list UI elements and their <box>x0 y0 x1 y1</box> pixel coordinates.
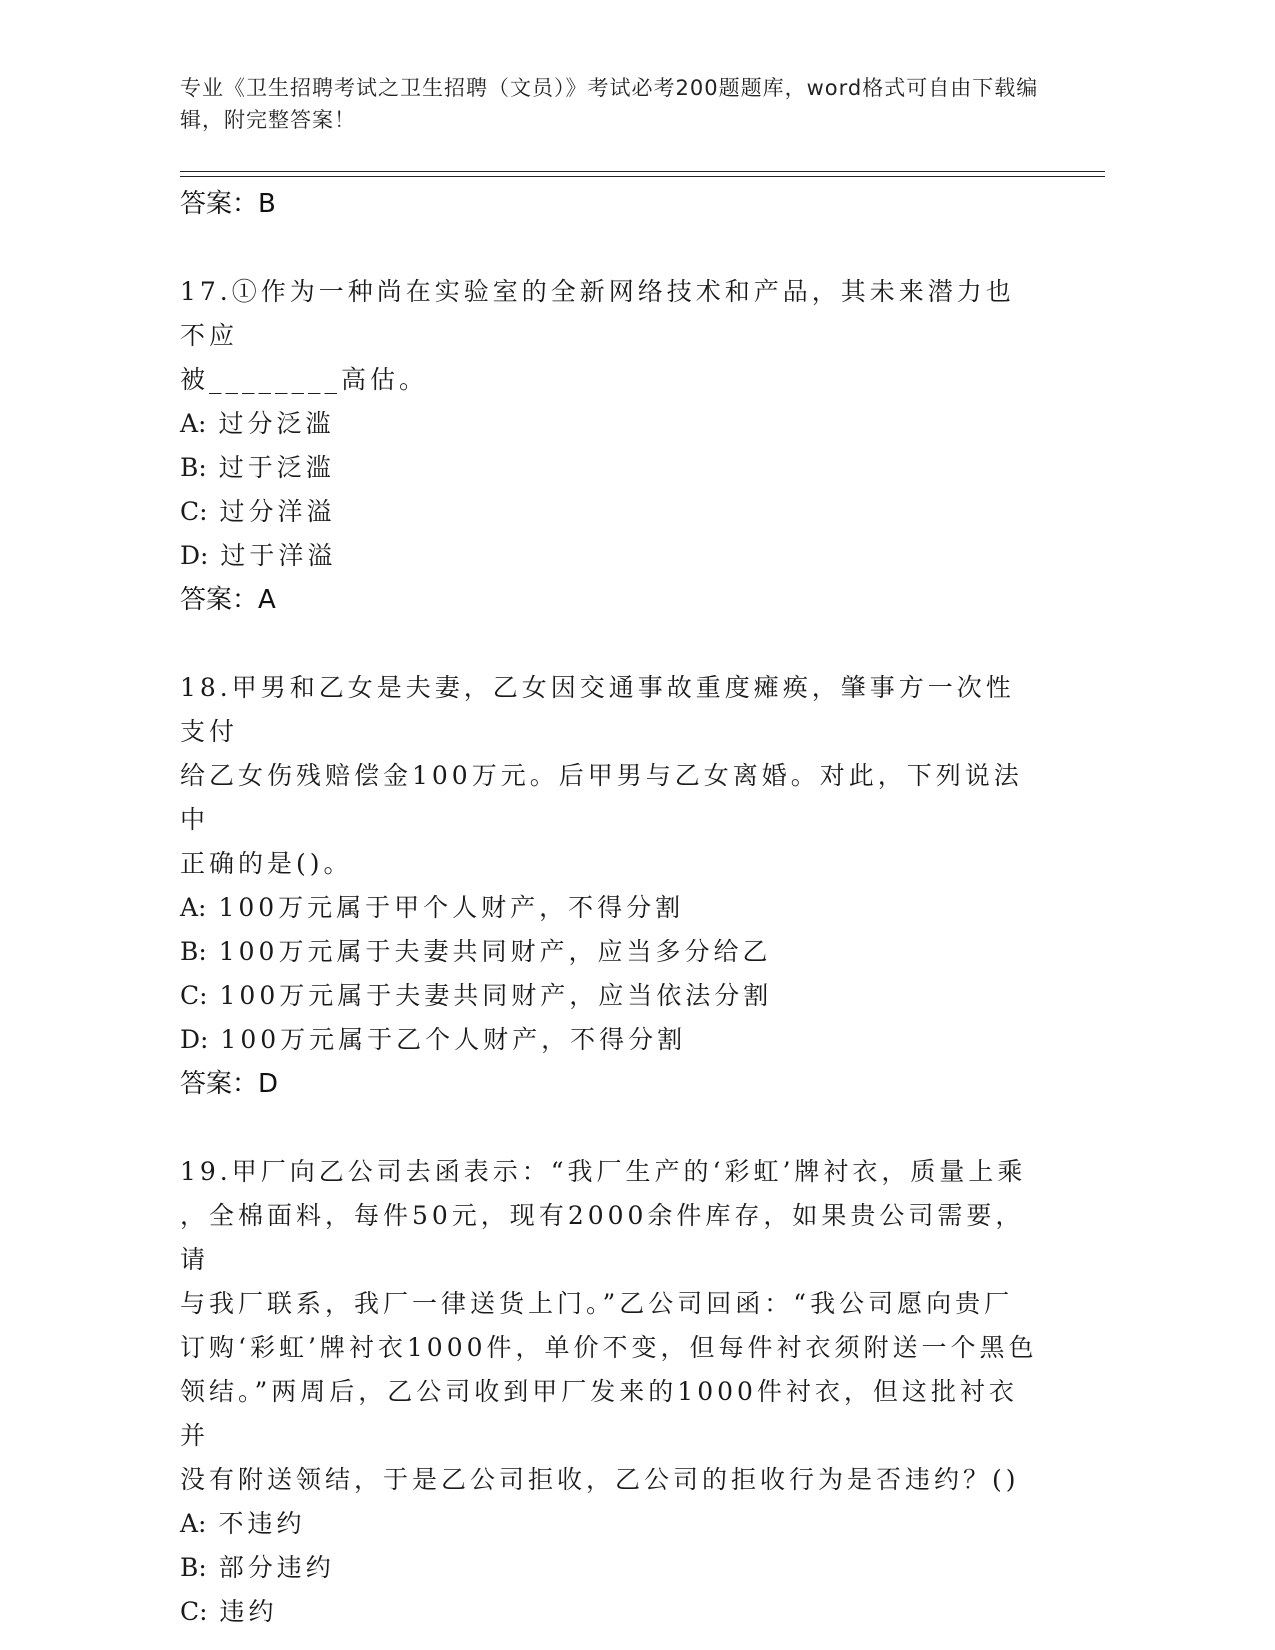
option-a <box>180 402 1040 446</box>
option-b <box>180 446 1040 490</box>
question-text-line: 与我厂联系，我厂一律送货上门。”乙公司回函：“我公司愿向贵厂 <box>180 1289 1014 1318</box>
option-text: 100万元属于甲个人财产，不得分割 <box>218 893 685 922</box>
option-b <box>180 930 1040 974</box>
question-text-line: 17.①作为一种尚在实验室的全新网络技术和产品，其未来潜力也不应 <box>180 277 1015 350</box>
option-letter: A: <box>180 409 207 438</box>
question-text-line: ，全棉面料，每件50元，现有2000余件库存，如果贵公司需要，请 <box>180 1201 1025 1274</box>
answer-18: 答案：D <box>180 1069 279 1099</box>
option-text: 过于洋溢 <box>220 541 337 570</box>
option-a <box>180 886 1040 930</box>
question-text-line: 给乙女伤残赔偿金100万元。后甲男与乙女离婚。对此，下列说法中 <box>180 761 1023 834</box>
option-letter: B: <box>180 453 207 482</box>
header-rule-top <box>180 171 1105 172</box>
option-letter: C: <box>180 1597 208 1626</box>
option-text: 过分泛滥 <box>218 409 335 438</box>
option-text: 不违约 <box>218 1509 306 1538</box>
header-rule-bottom <box>180 176 1105 177</box>
option-text: 部分违约 <box>218 1553 335 1582</box>
option-d <box>180 534 1040 578</box>
option-letter: C: <box>180 981 208 1010</box>
option-d <box>180 1018 1040 1062</box>
option-letter: D: <box>180 541 209 570</box>
question-list <box>180 182 1040 1634</box>
question-text-line: 19.甲厂向乙公司去函表示：“我厂生产的‘彩虹’牌衬衣，质量上乘 <box>180 1157 1027 1186</box>
option-c <box>180 490 1040 534</box>
option-b <box>180 1546 1040 1590</box>
question-text-line: 领结。”两周后，乙公司收到甲厂发来的1000件衬衣，但这批衬衣并 <box>180 1377 1018 1450</box>
answer-17: 答案：A <box>180 585 276 615</box>
question-text-line: 正确的是()。 <box>180 849 353 878</box>
spacer <box>180 622 1040 666</box>
question-text-line: 18.甲男和乙女是夫妻，乙女因交通事故重度瘫痪，肇事方一次性支付 <box>180 673 1015 746</box>
option-text: 100万元属于乙个人财产，不得分割 <box>220 1025 687 1054</box>
option-letter: A: <box>180 893 207 922</box>
page-header: 专业《卫生招聘考试之卫生招聘（文员）》考试必考200题题库，word格式可自由下载编辑，附完整答案！ <box>180 76 1039 132</box>
option-c <box>180 974 1040 1018</box>
previous-answer: 答案：B <box>180 189 276 219</box>
option-letter: B: <box>180 937 207 966</box>
question-17 <box>180 270 1040 622</box>
option-letter: C: <box>180 497 208 526</box>
option-a <box>180 1502 1040 1546</box>
option-text: 100万元属于夫妻共同财产，应当依法分割 <box>219 981 773 1010</box>
question-text-line: 没有附送领结，于是乙公司拒收，乙公司的拒收行为是否违约？() <box>180 1465 1020 1494</box>
question-19 <box>180 1150 1040 1634</box>
spacer <box>180 226 1040 270</box>
option-text: 过于泛滥 <box>218 453 335 482</box>
option-letter: A: <box>180 1509 207 1538</box>
spacer <box>180 1106 1040 1150</box>
option-text: 过分洋溢 <box>219 497 336 526</box>
option-text: 100万元属于夫妻共同财产，应当多分给乙 <box>218 937 772 966</box>
option-letter: D: <box>180 1025 209 1054</box>
option-letter: B: <box>180 1553 207 1582</box>
question-text-line: 订购‘彩虹’牌衬衣1000件，单价不变，但每件衬衣须附送一个黑色 <box>180 1333 1038 1362</box>
question-text-line: 被________高估。 <box>180 365 429 394</box>
question-18 <box>180 666 1040 1106</box>
option-c <box>180 1590 1040 1634</box>
option-text: 违约 <box>219 1597 278 1626</box>
